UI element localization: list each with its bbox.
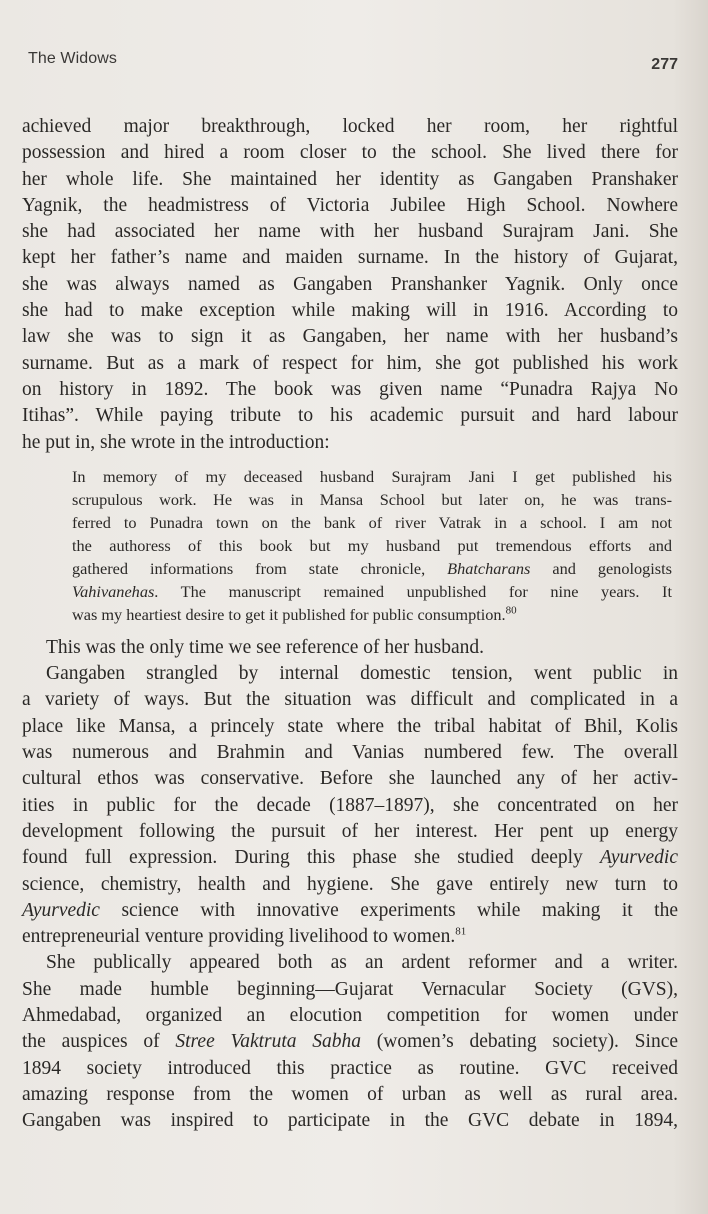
text-line: ities in public for the decade (1887–1897), she concentrated on her (22, 794, 678, 816)
quote-text: . The manuscript remained unpublished for nine years. It (154, 581, 672, 601)
text-line: he put in, she wrote in the introduction: (22, 431, 330, 453)
text-line: possession and hired a room closer to the school. She lived there for (22, 142, 678, 164)
paragraph-3 (22, 661, 678, 950)
text-line: amazing response from the women of urban as well as rural area. (22, 1083, 678, 1105)
text-line (22, 845, 678, 871)
text-line: Itihas”. While paying tribute to his academic pursuit and hard labour (22, 405, 678, 427)
italic-term: Bhatcharans (447, 558, 531, 578)
quote-line: ferred to Punadra town on the bank of river Vatrak in a school. I am not (72, 512, 672, 532)
paragraph-2 (22, 635, 678, 661)
body-text-run: science with innovative experiments while making it the (99, 899, 678, 921)
paragraph-1 (22, 114, 678, 456)
italic-term: Vahivanehas (72, 581, 155, 601)
italic-term: Ayurvedic (600, 847, 678, 869)
quote-line: the authoress of this book but my husband put tremendous efforts and (72, 535, 672, 555)
body-text-run: the auspices of (22, 1031, 176, 1053)
italic-term: Ayurvedic (22, 899, 100, 921)
footnote-ref-80[interactable]: 80 (505, 604, 517, 617)
text-line: She publically appeared both as an ardent reformer and a writer. (46, 952, 678, 974)
text-line: she had associated her name with her husband Surajram Jani. She (22, 221, 678, 243)
text-line: was numerous and Brahmin and Vanias numbered few. The overall (22, 742, 678, 764)
body-text-run: found full expression. During this phase she studied deeply (22, 847, 601, 869)
text-line (22, 1029, 678, 1055)
paragraph-4 (22, 950, 678, 1134)
text-line: Yagnik, the headmistress of Victoria Jubilee High School. Nowhere (22, 194, 678, 216)
text-line: she had to make exception while making will in 1916. According to (22, 300, 678, 322)
text-line: 1894 society introduced this practice as routine. GVC received (22, 1057, 678, 1079)
quote-line (72, 580, 672, 603)
text-line: law she was to sign it as Gangaben, her name with her husband’s (22, 326, 678, 348)
text-line: on history in 1892. The book was given name “Punadra Rajya No (22, 378, 678, 400)
body-text (22, 114, 678, 1135)
quote-line: scrupulous work. He was in Mansa School but later on, he was trans- (72, 489, 672, 509)
text-line: surname. But as a mark of respect for him, she got published his work (22, 352, 678, 374)
text-line: kept her father’s name and maiden surname. In the history of Gujarat, (22, 247, 678, 269)
italic-term: Stree Vaktruta Sabha (175, 1031, 362, 1053)
page-number: 277 (651, 56, 678, 73)
text-line: she was always named as Gangaben Pranshanker Yagnik. Only once (22, 273, 678, 295)
text-line (22, 898, 678, 924)
quote-line (72, 557, 672, 580)
text-line: Ahmedabad, organized an elocution competition for women under (22, 1005, 678, 1027)
body-text-run: entrepreneurial venture providing livelihood to women. (22, 926, 456, 948)
text-line: her whole life. She maintained her identity as Gangaben Pranshaker (22, 168, 678, 190)
text-line: place like Mansa, a princely state where the tribal habitat of Bhil, Kolis (22, 715, 678, 737)
quote-text: gathered informations from state chronicle, (72, 558, 448, 578)
block-quote (72, 465, 672, 626)
text-line: She made humble beginning—Gujarat Vernacular Society (GVS), (22, 978, 678, 1000)
running-head: The Widows (28, 50, 118, 67)
quote-text: was my heartiest desire to get it published for public consumption. (72, 604, 506, 624)
text-line: achieved major breakthrough, locked her room, her rightful (22, 116, 678, 137)
text-line: Gangaben strangled by internal domestic tension, went public in (46, 663, 678, 685)
text-line: development following the pursuit of her interest. Her pent up energy (22, 820, 678, 842)
quote-line: In memory of my deceased husband Surajram Jani I get published his (72, 466, 672, 486)
quote-line (72, 603, 672, 626)
text-line: This was the only time we see reference of her husband. (46, 636, 485, 658)
quote-text: and genologists (530, 558, 672, 578)
text-line (22, 924, 678, 950)
text-line: a variety of ways. But the situation was difficult and complicated in a (22, 689, 678, 711)
text-line: cultural ethos was conservative. Before she launched any of her activ- (22, 768, 678, 790)
footnote-ref-81[interactable]: 81 (455, 925, 467, 938)
text-line: science, chemistry, health and hygiene. She gave entirely new turn to (22, 873, 678, 895)
text-line: Gangaben was inspired to participate in the GVC debate in 1894, (22, 1110, 678, 1132)
body-text-run: (women’s debating society). Since (361, 1031, 679, 1053)
